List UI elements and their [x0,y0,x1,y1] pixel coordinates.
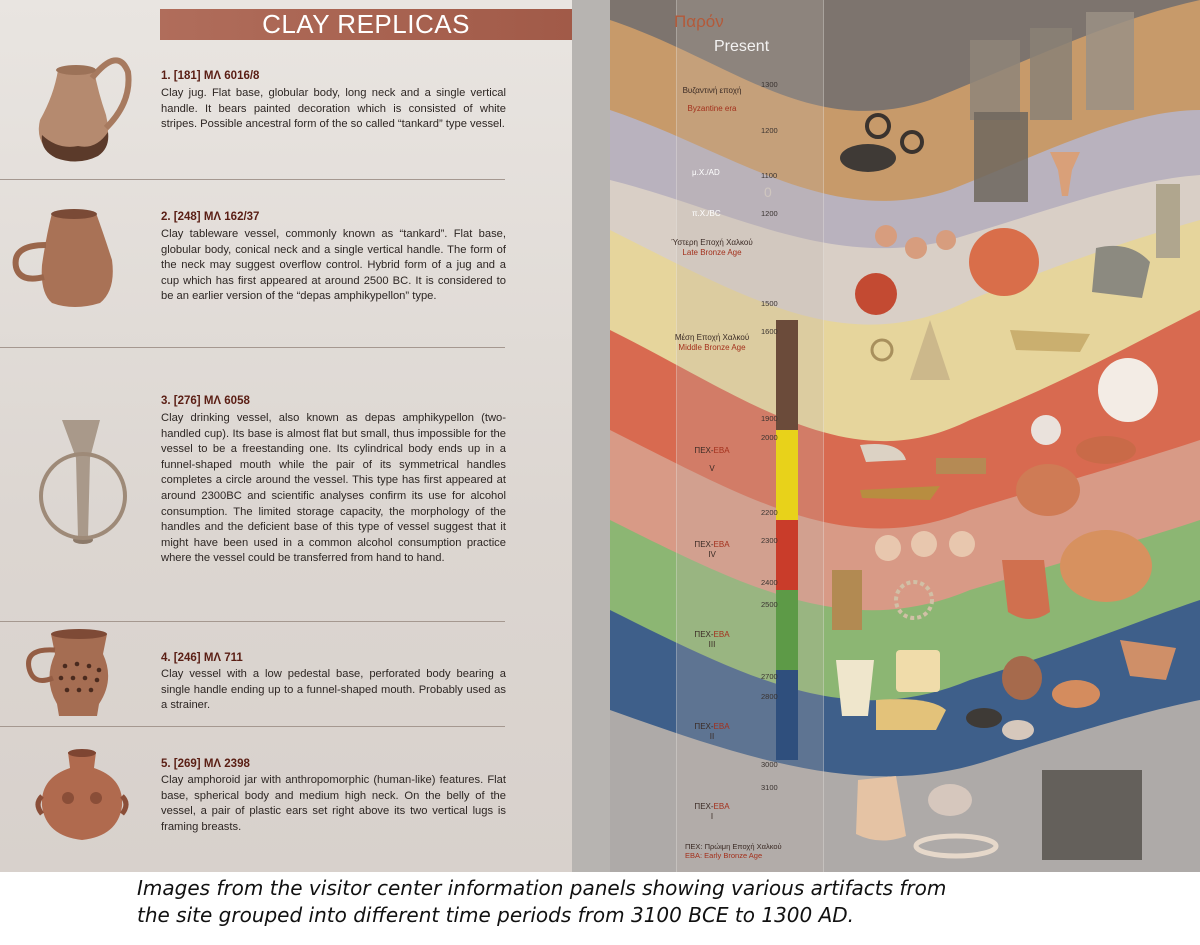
year-label: 2400 [761,578,778,587]
year-label: 3000 [761,760,778,769]
year-label: 2000 [761,433,778,442]
item-number: 1. [181] ΜΛ 6016/8 [161,70,260,82]
era-eba-3: ΠΕΧ-EBA III [694,630,730,649]
era-eba-1: ΠΕΧ-EBA I [694,802,730,821]
year-label: 1200 [761,209,778,218]
item-number: 2. [248] ΜΛ 162/37 [161,211,260,223]
year-label: 1200 [761,126,778,135]
present-label-greek: Παρόν [674,12,724,31]
era-eba-4: ΠΕΧ-EBA IV [694,540,730,559]
year-label: 2300 [761,536,778,545]
year-label: 1300 [761,80,778,89]
divider [0,179,505,180]
divider [0,621,505,622]
zero-label: 0 [764,184,772,200]
clay-replicas-panel [0,0,572,872]
panel-gap [572,0,610,872]
divider [0,347,505,348]
tankard-image [12,205,127,310]
year-label: 1100 [761,171,778,180]
jug-image [28,50,138,165]
amphoroid-jar-image [32,748,132,844]
present-label-english: Present [714,38,770,55]
year-label: 1500 [761,299,778,308]
item-description: Clay tableware vessel, commonly known as “tankard”. Flat base, globular body, conical neck and a single vertical handle. The form of the neck may suggest overflow control. Hybrid form of a jug and a cup which has first appeared at around 2500 BC. It is considered to be an earlier version of the “depas amphikypellon” type. [161,228,506,303]
timeline-panel [610,0,1200,872]
item-description: Clay amphoroid jar with anthropomorphic (human-like) features. Flat base, spherical body and medium high neck. On the belly of the vessel, a pair of plastic ears set right above its two vertical lugs is framing breasts. [161,774,506,833]
year-label: 2500 [761,600,778,609]
image-caption: Images from the visitor center information panels showing various artifacts from the site grouped into different time periods from 3100 BCE to 1300 AD. [137,876,947,927]
item-number: 4. [246] ΜΛ 711 [161,652,243,664]
year-label: 2200 [761,508,778,517]
ad-label: μ.Χ./AD [692,168,720,177]
year-label: 2700 [761,672,778,681]
year-label: 1900 [761,414,778,423]
year-label: 1600 [761,327,778,336]
strainer-image [25,628,120,724]
year-label: 2800 [761,692,778,701]
item-number: 5. [269] ΜΛ 2398 [161,758,250,770]
artifact-images [610,0,1200,872]
era-byzantine: Βυζαντινή εποχή Byzantine era [682,86,742,113]
item-description: Clay jug. Flat base, globular body, long neck and a single vertical handle. It bears painted decoration which is consisted of white stripes. Possible ancestral form of the so called “tankard” type vessel. [161,87,506,131]
legend: ΠΕΧ: Πρώιμη Εποχή Χαλκού EBA: Early Bronze Age [685,842,782,860]
era-eba-2: ΠΕΧ-EBA II [694,722,730,741]
item-number: 3. [276] ΜΛ 6058 [161,395,250,407]
panel-title: CLAY REPLICAS [160,9,572,40]
item-description: Clay vessel with a low pedestal base, perforated body bearing a single handle ending up to a funnel-shaped mouth. Probably used as a strainer. [161,668,506,712]
depas-amphikypellon-image [38,418,128,546]
era-eba-5: ΠΕΧ-EBA V [694,446,730,473]
divider [0,726,505,727]
bc-label: π.Χ./BC [692,209,721,218]
era-middle-bronze: Μέση Εποχή Χαλκού Middle Bronze Age [674,333,750,352]
era-late-bronze: Ύστερη Εποχή Χαλκού Late Bronze Age [671,238,753,257]
item-description: Clay drinking vessel, also known as depas amphikypellon (two-handled cup). Its base is almost flat but small, thus impossible for the vessel to be a freestanding one. Its cylindrical body ends up in a funnel-shaped mouth while the pair of its symmetrical handles completes a circle around the vessel. This type has first appeared at around 2300BC and scientific analyses confirm its use for alcohol consumption. The limited storage capacity, the morphology of the handles and the deficient base of this type of vessel suggest that it might have been used in a common alcohol consumption practice where the vessel could be transferred from hand to hand. [161,412,506,565]
year-label: 3100 [761,783,778,792]
